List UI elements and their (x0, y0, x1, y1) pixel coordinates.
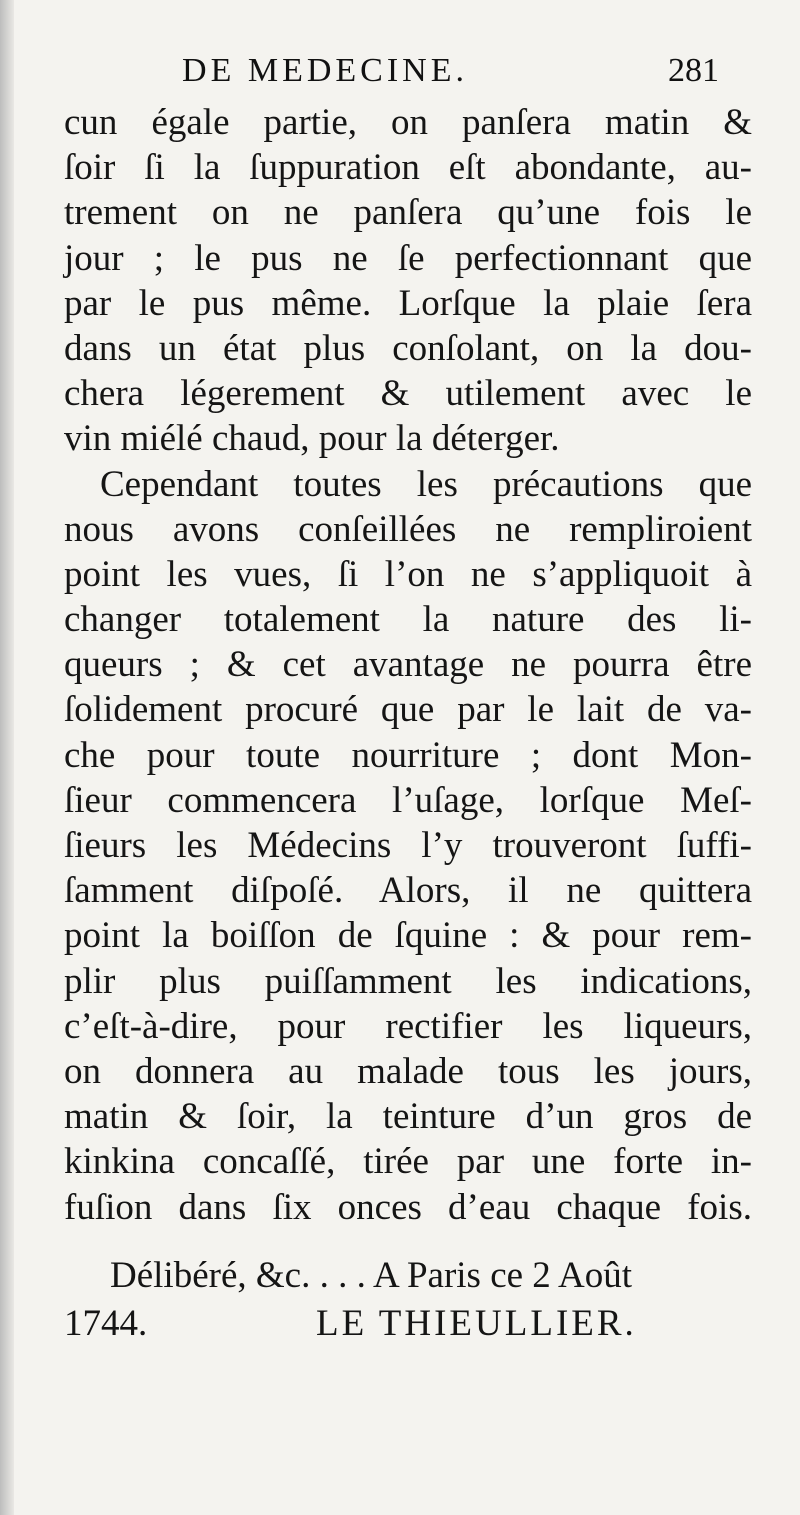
text-line: plir plus puiſſamment les indications, (64, 960, 752, 1002)
text-line: c’eſt-à-dire, pour rectifier les liqueurs, (64, 1005, 752, 1047)
signature: LE THIEULLIER. (316, 1303, 637, 1344)
paragraph-1 (64, 100, 752, 462)
text-line: kinkina concaſſé, tirée par une forte in- (64, 1141, 752, 1183)
text-line: dans un état plus conſolant, on la dou- (64, 327, 752, 369)
text-line: ſoir ſi la ſuppuration eſt abondante, au- (64, 147, 752, 189)
text-line: cun égale partie, on panſera matin & (64, 102, 752, 143)
text-line: ſolidement procuré que par le lait de va- (64, 689, 752, 731)
text-line: trement on ne panſera qu’une fois le (64, 192, 752, 234)
year: 1744. (64, 1303, 148, 1344)
text-line: matin & ſoir, la teinture d’un gros de (64, 1096, 752, 1138)
text-line: par le pus même. Lorſque la plaie ſera (64, 282, 752, 324)
text-line: che pour toute nourriture ; dont Mon- (64, 734, 752, 776)
running-title: DE MEDECINE. (182, 52, 468, 89)
text-line: on donnera au malade tous les jours, (64, 1050, 752, 1092)
text-line: jour ; le pus ne ſe perfectionnant que (64, 237, 752, 279)
closing-block (64, 1252, 752, 1348)
text-line: ſieur commencera l’uſage, lorſque Meſ- (64, 779, 752, 821)
text-line: nous avons conſeillées ne rempliroient (64, 508, 752, 550)
page-number: 281 (668, 52, 719, 89)
text-line: chera légerement & utilement avec le (64, 373, 752, 415)
text-line: ſamment diſpoſé. Alors, il ne quittera (64, 870, 752, 912)
text-line: ſieurs les Médecins l’y trouveront ſuffi- (64, 825, 752, 866)
text-line: changer totalement la nature des li- (64, 599, 752, 641)
text-line: fuſion dans ſix onces d’eau chaque fois. (64, 1186, 752, 1228)
page-gutter-shadow (0, 0, 14, 1515)
running-head (0, 52, 800, 102)
text-line: point les vues, ſi l’on ne s’appliquoit à (64, 553, 752, 595)
text-line: queurs ; & cet avantage ne pourra être (64, 644, 752, 686)
deliberation-line: Délibéré, &c. . . . A Paris ce 2 Août (110, 1255, 633, 1296)
paragraph-2 (64, 462, 752, 1230)
body-text (64, 100, 752, 1230)
text-line: vin miélé chaud, pour la déterger. (64, 418, 560, 460)
text-line: point la boiſſon de ſquine : & pour rem- (64, 915, 752, 957)
text-line: Cependant toutes les précautions que (100, 463, 752, 505)
signature-row (64, 1300, 752, 1348)
